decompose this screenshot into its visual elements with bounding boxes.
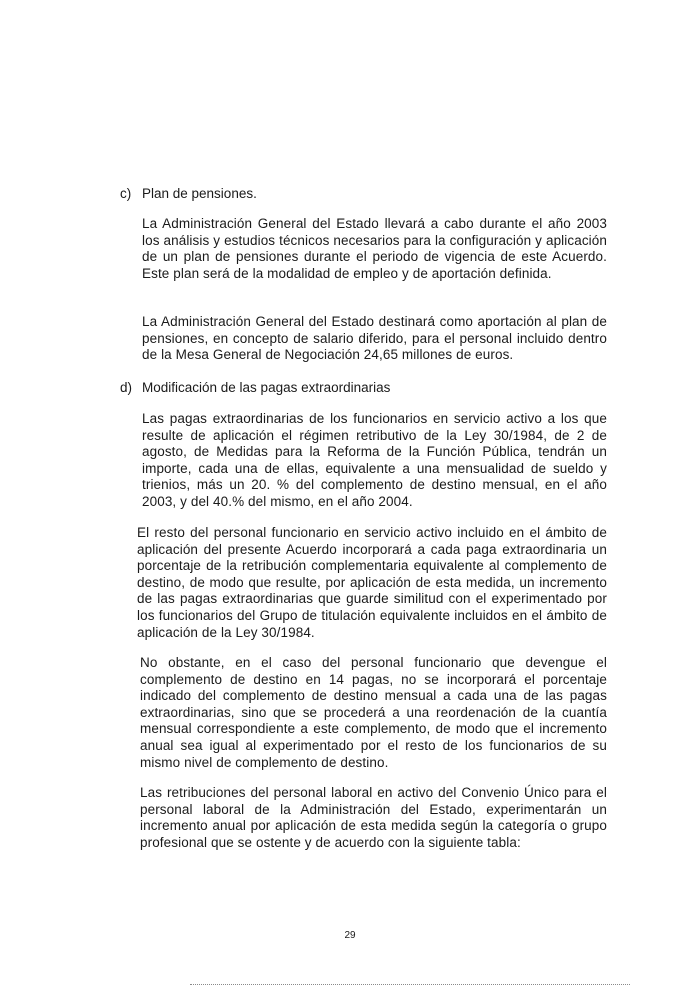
section-c-heading — [120, 186, 257, 202]
page-number: 29 — [344, 930, 356, 941]
section-d-heading — [120, 380, 390, 396]
paragraph-plan-contribution: La Administración General del Estado destinará como aportación al plan de pensiones, en concepto de salario diferido, para el personal incluido dentro de la Mesa General de Negociación 24,65 millones de euros. — [142, 314, 607, 363]
section-c-title: Plan de pensiones. — [142, 186, 257, 201]
section-c-marker: c) — [120, 186, 132, 201]
paragraph-plan-analysis: La Administración General del Estado llevará a cabo durante el año 2003 los análisis y estudios técnicos necesarios para la configuración y aplicación de un plan de pensiones durante el periodo de vigencia de este Acuerdo. Este plan será de la modalidad de empleo y de aportación definida. — [142, 216, 607, 281]
section-d-title: Modificación de las pagas extraordinarias — [142, 380, 391, 395]
paragraph-fourteen-payments: No obstante, en el caso del personal funcionario que devengue el complemento de destino en 14 pagas, no se incorporará el porcentaje indicado del complemento de destino mensual a cada una de las pagas extraordinarias, sino que se procederá a una reordenación de la cuantía mensual correspondiente a este complemento, de modo que el incremento anual sea igual al experimentado por el resto de los funcionarios de su mismo nivel de complemento de destino. — [140, 655, 607, 770]
scan-artifact-line — [190, 984, 630, 985]
section-d-marker: d) — [120, 380, 133, 395]
paragraph-extra-pay-officials: Las pagas extraordinarias de los funcionarios en servicio activo a los que resulte de aplicación el régimen retributivo de la Ley 30/1984, de 2 de agosto, de Medidas para la Reforma de la Función Pública, tendrán un importe, cada una de ellas, equivalente a una mensualidad de sueldo y trienios, más un 20. % del complemento de destino mensual, en el año 2003, y del 40.% del mismo, en el año 2004. — [142, 411, 607, 509]
paragraph-labor-staff: Las retribuciones del personal laboral en activo del Convenio Único para el personal laboral de la Administración del Estado, experimentarán un incremento anual por aplicación de esta medida según la categoría o grupo profesional que se ostente y de acuerdo con la siguiente tabla: — [140, 785, 607, 850]
paragraph-other-officials: El resto del personal funcionario en servicio activo incluido en el ámbito de aplicación del presente Acuerdo incorporará a cada paga extraordinaria un porcentaje de la retribución complementaria equivalente al complemento de destino, de modo que resulte, por aplicación de esta medida, un incremento de las pagas extraordinarias que guarde similitud con el experimentado por los funcionarios del Grupo de titulación equivalente incluidos en el ámbito de aplicación de la Ley 30/1984. — [137, 525, 607, 640]
